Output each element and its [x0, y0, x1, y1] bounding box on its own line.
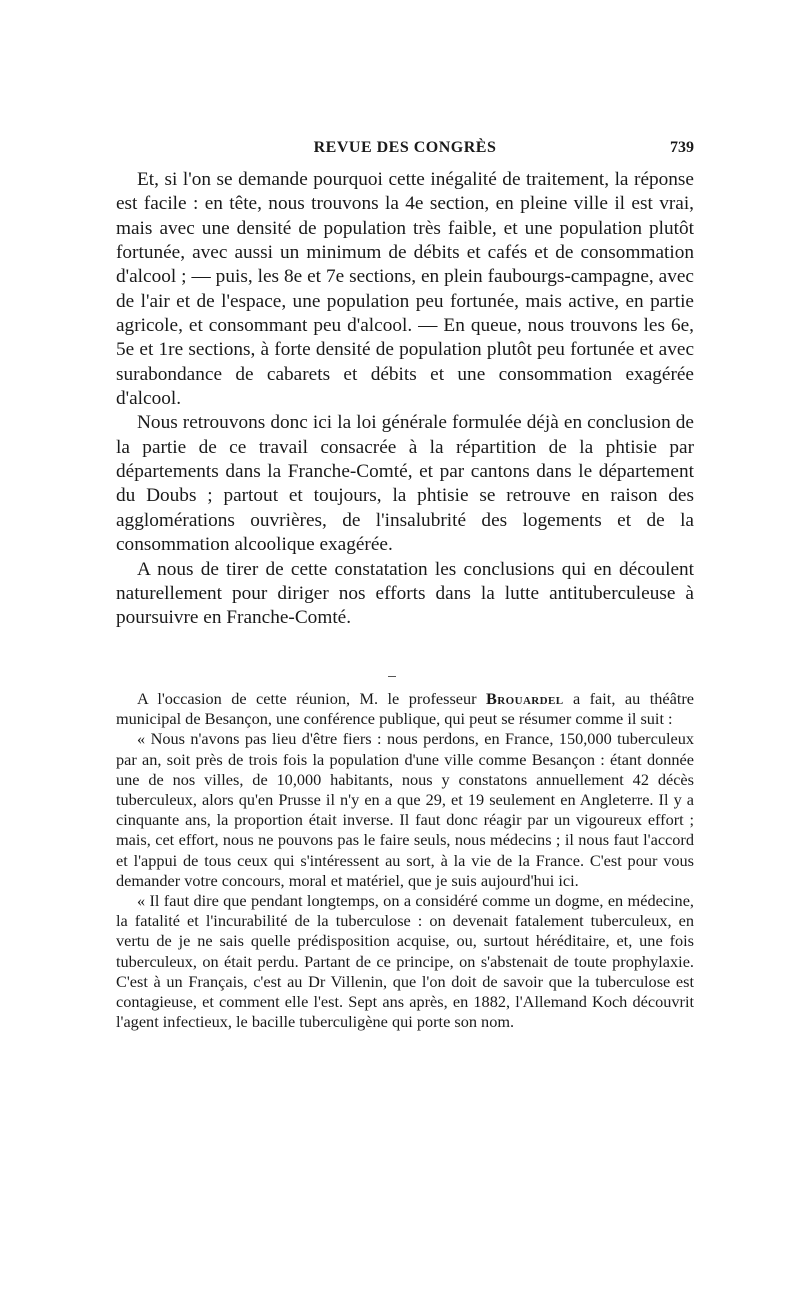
- paragraph-conclusions: A nous de tirer de cette constatation les conclusions qui en découlent naturellement pour diriger nos efforts dans la lutte antituberculeuse à poursuivre en Franche-Comté.: [116, 558, 694, 629]
- conference-intro: [116, 689, 694, 729]
- paragraph-inequality: Et, si l'on se demande pourquoi cette inégalité de traitement, la réponse est facile : en tête, nous trouvons la 4e section, en pleine ville il est vrai, mais avec une densité de population très faible, et une population plutôt fortunée, avec aussi un minimum de débits et cafés et de consommation d'alcool ; — puis, les 8e et 7e sections, en plein faubourgs-campagne, avec de l'air et de l'espace, une population peu fortunée, mais active, en partie agricole, et consommant peu d'alcool. — En queue, nous trouvons les 6e, 5e et 1re sections, à forte densité de population plutôt peu fortunée et avec surabondance de cabarets et débits et une consommation exagérée d'alcool.: [116, 169, 694, 410]
- running-header: [116, 139, 694, 163]
- quote-paragraph-history: « Il faut dire que pendant longtemps, on a considéré comme un dogme, en médecine, la fatalité et l'incurabilité de la tuberculose : on devenait fatalement tuberculeux, en vertu de je ne sais quelle prédisposition acquise, ou, surtout héréditaire, et, une fois tuberculeux, on était perdu. Partant de ce principe, on s'abstenait de toute prophylaxie. C'est à un Français, c'est au Dr Villenin, que l'on doit de savoir que la tuberculose est contagieuse, et comment elle l'est. Sept ans après, en 1882, l'Allemand Koch découvrit l'agent infectieux, le bacille tuberculigène qui porte son nom.: [116, 891, 694, 1032]
- conference-intro-after: a fait, au théâtre municipal de Besançon, une conférence publique, qui peut se résumer comme il suit :: [116, 689, 694, 729]
- professor-name: Brouardel: [486, 689, 564, 708]
- running-title: REVUE DES CONGRÈS: [313, 139, 497, 156]
- section-separator: [388, 676, 396, 677]
- quote-paragraph-statistics: « Nous n'avons pas lieu d'être fiers : nous perdons, en France, 150,000 tuberculeux par an, soit près de trois fois la population d'une ville comme Besançon : étant donnée une de nos villes, de 10,000 habitants, nous y constatons annuellement 42 décès tuberculeux, alors qu'en Prusse il n'y en a que 29, et 19 seulement en Angleterre. Il y a cinquante ans, la proportion était inverse. Il faut donc réagir par un vigoureux effort ; mais, cet effort, nous ne pouvons pas le faire seuls, nous médecins ; il nous faut l'accord et l'appui de tous ceux qui s'intéressent au sort, à la vie de la France. C'est pour vous demander votre concours, moral et matériel, que je suis aujourd'hui ici.: [116, 729, 694, 890]
- paragraph-general-law: Nous retrouvons donc ici la loi générale formulée déjà en conclusion de la partie de ce travail consacrée à la répartition de la phtisie par départements dans la Franche-Comté, et par cantons dans le département du Doubs ; partout et toujours, la phtisie se retrouve en raison des agglomérations ouvrières, de l'insalubrité des logements et de la consommation alcoolique exagérée.: [116, 412, 694, 556]
- main-text-block: [116, 168, 694, 631]
- conference-text-block: [116, 689, 694, 1032]
- conference-intro-before: A l'occasion de cette réunion, M. le professeur: [137, 689, 487, 708]
- page-number: 739: [670, 139, 694, 156]
